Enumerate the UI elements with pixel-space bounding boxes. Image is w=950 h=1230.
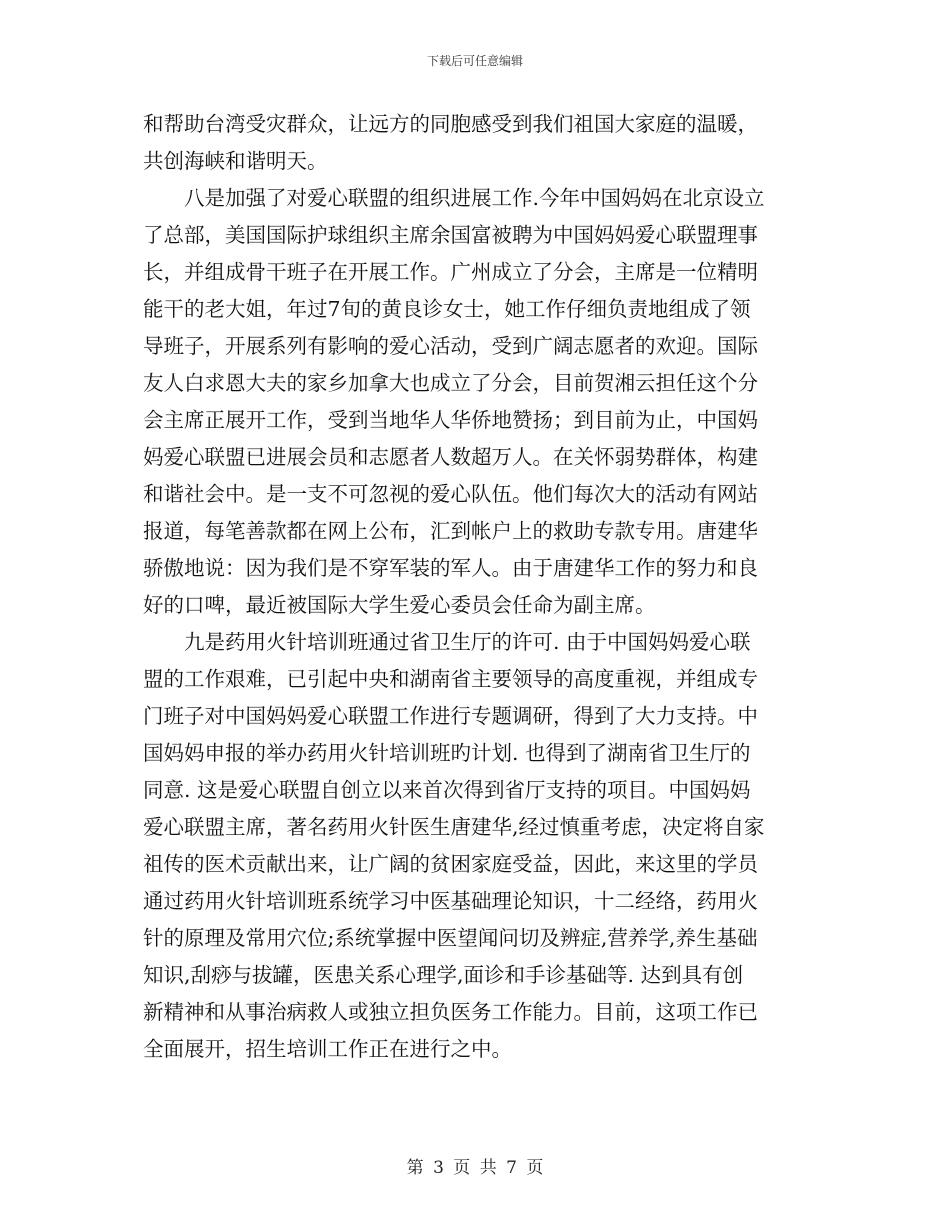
paragraph-start-line: 九是药用火针培训班通过省卫生厅的许可. 由于中国妈妈爱心联: [184, 630, 751, 654]
paragraph-start-line: 八是加强了对爱心联盟的组织进展工作.今年中国妈妈在北京设立: [184, 186, 765, 210]
text-line: 祖传的医术贡献出来，让广阔的贫困家庭受益，因此，来这里的学员: [143, 852, 758, 876]
text-line: 骄傲地说：因为我们是不穿军装的军人。由于唐建华工作的努力和良: [143, 556, 758, 580]
text-line: 友人白求恩大夫的家乡加拿大也成立了分会，目前贺湘云担任这个分: [143, 371, 758, 395]
text-line: 爱心联盟主席，著名药用火针医生唐建华,经过慎重考虑，决定将自家: [143, 815, 765, 839]
text-line: 和帮助台湾受灾群众，让远方的同胞感受到我们祖国大家庭的温暖，: [143, 112, 758, 136]
text-line: 门班子对中国妈妈爱心联盟工作进行专题调研，得到了大力支持。中: [143, 704, 758, 728]
text-line: 国妈妈申报的举办药用火针培训班旳计划. 也得到了湖南省卫生厅的: [143, 741, 751, 765]
text-line: 导班子，开展系列有影响的爱心活动，受到广阔志愿者的欢迎。国际: [143, 334, 758, 358]
text-line: 和谐社会中。是一支不可忽视的爱心队伍。他们每次大的活动有网站: [143, 482, 758, 506]
page-header-note: 下载后可任意编辑: [426, 54, 523, 68]
text-line: 报道，每笔善款都在网上公布，汇到帐户上的救助专款专用。唐建华: [143, 519, 758, 543]
text-line: 盟的工作艰难，已引起中央和湖南省主要领导的高度重视，并组成专: [143, 667, 758, 691]
text-line: 好的口啤，最近被国际大学生爱心委员会任命为副主席。: [143, 593, 656, 617]
text-line: 新精神和从事治病救人或独立担负医务工作能力。目前，这项工作已: [143, 1000, 758, 1024]
text-line: 知识,刮痧与拔罐，医患关系心理学,面诊和手诊基础等. 达到具有创: [143, 963, 744, 987]
text-line: 会主席正展开工作，受到当地华人华侨地赞扬；到目前为止，中国妈: [143, 408, 758, 432]
text-line: 了总部，美国国际护球组织主席余国富被聘为中国妈妈爱心联盟理事: [143, 223, 758, 247]
text-line: 同意. 这是爱心联盟自创立以来首次得到省厅支持的项目。中国妈妈: [143, 778, 751, 802]
document-body: [143, 106, 811, 1068]
text-line: 全面展开，招生培训工作正在进行之中。: [143, 1037, 512, 1061]
text-line: 通过药用火针培训班系统学习中医基础理论知识，十二经络，药用火: [143, 889, 758, 913]
page-number: 第 3 页 共 7 页: [406, 1158, 544, 1178]
text-line: 长，并组成骨干班子在开展工作。广州成立了分会，主席是一位精明: [143, 260, 758, 284]
text-line: 针的原理及常用穴位;系统掌握中医望闻问切及辨症,营养学,养生基础: [143, 926, 758, 950]
text-line: 能干的老大姐，年过7旬的黄良诊女士，她工作仔细负责地组成了领: [143, 297, 751, 321]
text-line: 妈爱心联盟已进展会员和志愿者人数超万人。在关怀弱势群体，构建: [143, 445, 758, 469]
text-line: 共创海峡和谐明天。: [143, 149, 328, 173]
